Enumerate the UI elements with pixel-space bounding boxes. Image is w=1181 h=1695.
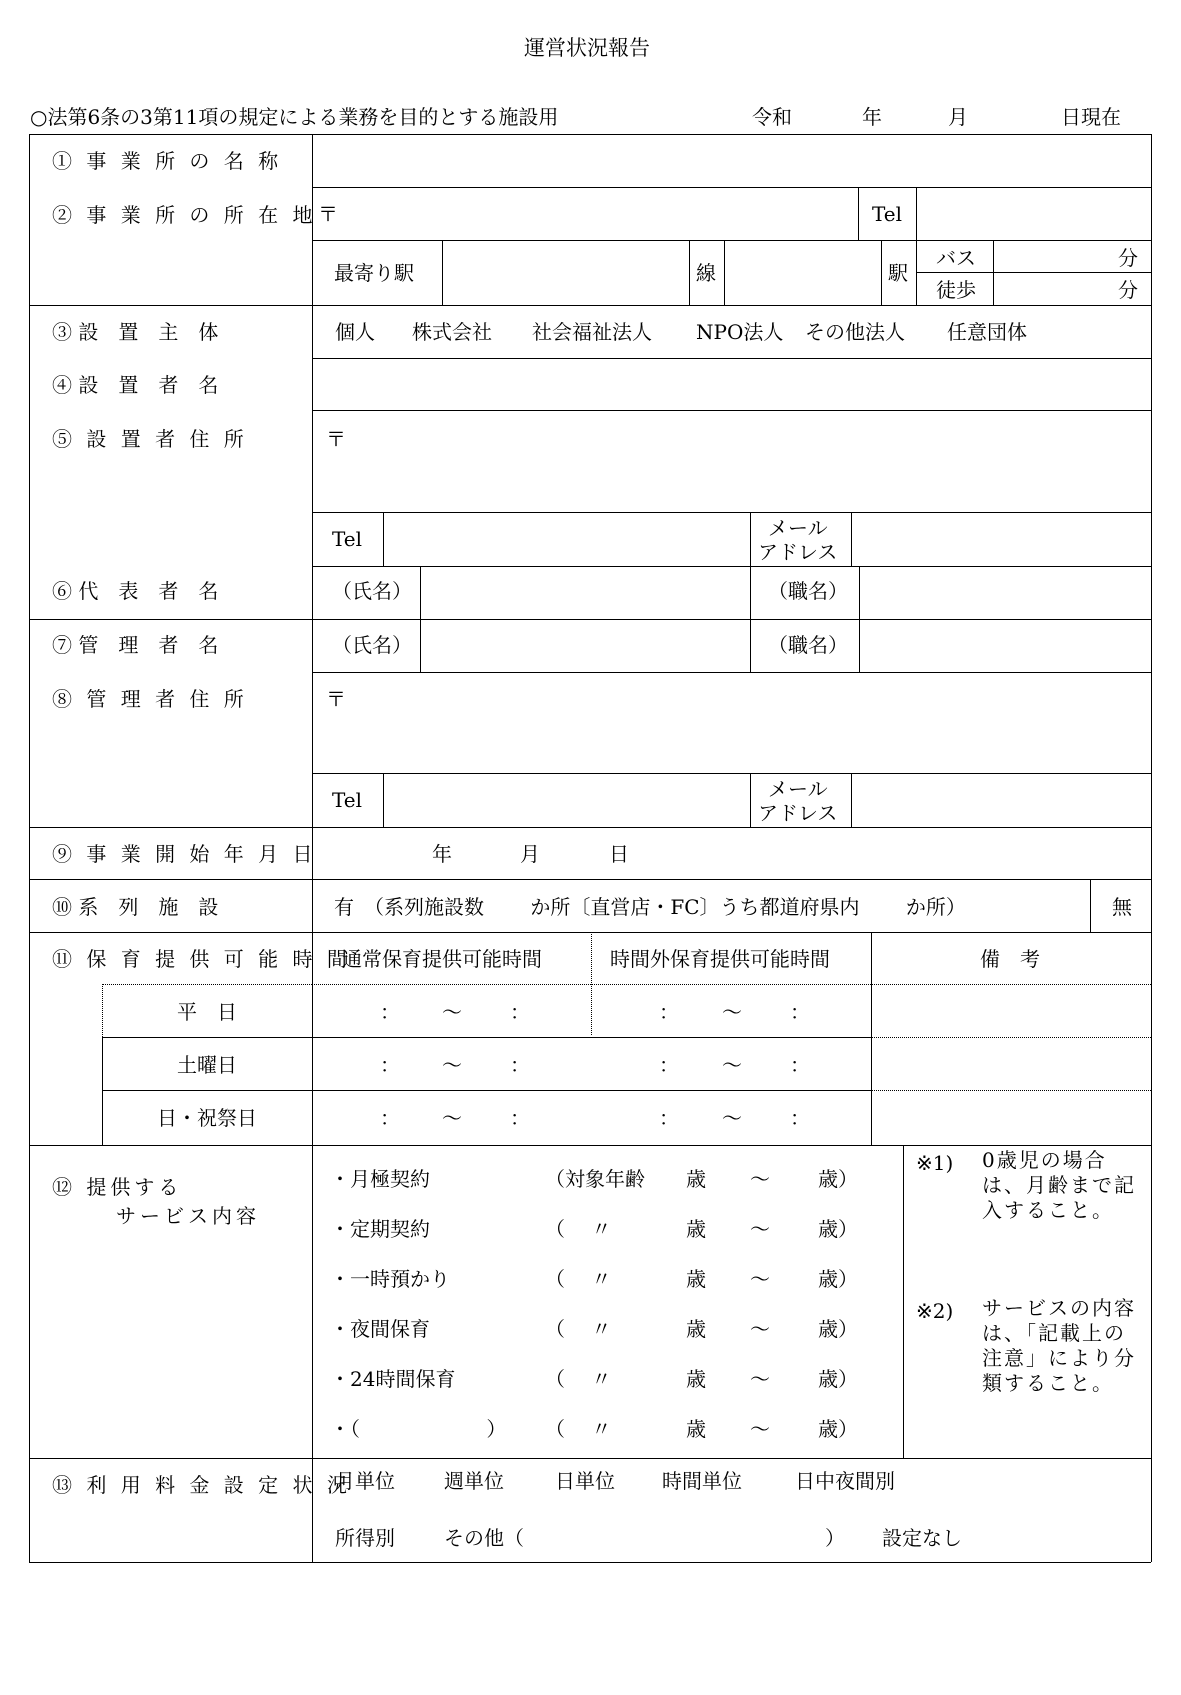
service-night: ・夜間保育 [330, 1317, 430, 1341]
tel-label: Tel [332, 527, 363, 551]
col-normal-hours: 通常保育提供可能時間 [342, 947, 542, 971]
divider [420, 619, 421, 672]
divider [102, 1037, 312, 1038]
row-5-label: ⑤ 設 置 者 住 所 [52, 427, 248, 451]
divider [312, 566, 1151, 567]
service-24h: ・24時間保育 [330, 1367, 456, 1391]
divider [312, 1037, 871, 1038]
service-age-end: 歳） [818, 1317, 858, 1341]
service-age: 歳 [686, 1167, 706, 1191]
col-remarks: 備 考 [980, 947, 1040, 971]
service-tilde: ～ [750, 1417, 770, 1441]
option-individual: 個人 [335, 320, 375, 344]
divider [29, 932, 1151, 933]
divider [871, 984, 872, 1037]
service-age-end: 歳） [818, 1267, 858, 1291]
service-target: （ 〃 [545, 1367, 612, 1391]
name-label: （氏名） [332, 579, 412, 603]
divider [29, 879, 1151, 880]
divider [383, 773, 384, 827]
divider [442, 240, 443, 305]
service-age: 歳 [686, 1367, 706, 1391]
service-age-end: 歳） [818, 1217, 858, 1241]
line-label: 線 [696, 261, 716, 285]
divider [881, 240, 882, 305]
divider [916, 187, 917, 240]
divider [871, 1037, 1151, 1038]
divider [858, 187, 859, 240]
note-2-mark: ※2) [916, 1299, 954, 1323]
divider [420, 566, 421, 619]
tel-label: Tel [872, 202, 903, 226]
service-target: （ 〃 [545, 1267, 612, 1291]
fee-none: 設定なし [882, 1526, 962, 1550]
row-7-label: ⑦ 管 理 者 名 [52, 633, 219, 657]
time-colon: ： [790, 1000, 810, 1024]
divider [916, 272, 1151, 273]
fee-day-night: 日中夜間別 [795, 1469, 895, 1493]
option-other-corp: その他法人 [805, 320, 905, 344]
bus-label: バス [936, 246, 976, 270]
service-temporary: ・一時預かり [330, 1267, 450, 1291]
divider [859, 619, 860, 672]
time-tilde: ～ [722, 1000, 742, 1024]
fee-weekly: 週単位 [444, 1469, 504, 1493]
service-target: （ 〃 [545, 1417, 612, 1441]
note-2-text: サービスの内容は、「記載上の注意」により分類すること。 [982, 1296, 1136, 1395]
address-label: アドレス [758, 540, 838, 564]
table-border-right [1151, 134, 1152, 1562]
service-age: 歳 [686, 1317, 706, 1341]
row-2-label: ② 事 業 所 の 所 在 地 [52, 203, 317, 227]
service-tilde: ～ [750, 1167, 770, 1191]
divider [750, 512, 751, 566]
fee-monthly: 月単位 [335, 1469, 395, 1493]
fee-hourly: 時間単位 [662, 1469, 742, 1493]
affiliated-facilities-text: 有 （系列施設数 か所〔直営店・FC〕うち都道府県内 か所） [334, 895, 966, 919]
divider [29, 1145, 1151, 1146]
bus-minutes-label: 分 [1118, 246, 1138, 270]
row-6-label: ⑥ 代 表 者 名 [52, 579, 219, 603]
divider [312, 358, 1151, 359]
divider [29, 827, 1151, 828]
divider [312, 410, 1151, 411]
divider [29, 1458, 1151, 1459]
service-tilde: ～ [750, 1367, 770, 1391]
divider [750, 773, 751, 827]
nearest-station-label: 最寄り駅 [334, 261, 414, 285]
service-regular: ・定期契約 [330, 1217, 430, 1241]
fee-income-based: 所得別 [335, 1526, 395, 1550]
page-title: 運営状況報告 [524, 36, 650, 60]
time-colon: ： [659, 1053, 679, 1077]
option-voluntary-group: 任意団体 [947, 320, 1027, 344]
start-year-label: 年 [432, 842, 452, 866]
divider [29, 305, 1151, 306]
fee-other-close: ） [825, 1526, 845, 1550]
mail-label: メール [768, 777, 828, 801]
divider [102, 1090, 312, 1091]
service-age-end: 歳） [818, 1167, 858, 1191]
note-1-mark: ※1) [916, 1151, 954, 1175]
col-extra-hours: 時間外保育提供可能時間 [610, 947, 830, 971]
time-colon: ： [659, 1106, 679, 1130]
service-target: （対象年齢 [545, 1167, 645, 1191]
date-era: 令和 [752, 105, 792, 129]
service-target: （ 〃 [545, 1217, 612, 1241]
divider [312, 187, 1151, 188]
date-day: 日現在 [1061, 105, 1121, 129]
row-3-label: ③ 設 置 主 体 [52, 320, 219, 344]
service-age: 歳 [686, 1217, 706, 1241]
row-8-label: ⑧ 管 理 者 住 所 [52, 687, 248, 711]
option-social-welfare: 社会福祉法人 [532, 320, 652, 344]
divider [312, 1090, 871, 1091]
note-1-text: 0歳児の場合は、月齢まで記入すること。 [982, 1148, 1136, 1222]
divider [312, 773, 1151, 774]
time-tilde: ～ [722, 1053, 742, 1077]
fee-daily: 日単位 [555, 1469, 615, 1493]
row-13-label: ⑬ 利 用 料 金 設 定 状 況 [52, 1473, 351, 1497]
time-colon: ： [510, 1053, 530, 1077]
time-colon: ： [659, 1000, 679, 1024]
row-1-label: ① 事 業 所 の 名 称 [52, 149, 283, 173]
time-tilde: ～ [442, 1053, 462, 1077]
walk-label: 徒歩 [936, 278, 976, 302]
divider [724, 240, 725, 305]
service-tilde: ～ [750, 1217, 770, 1241]
service-age-end: 歳） [818, 1367, 858, 1391]
time-tilde: ～ [442, 1106, 462, 1130]
divider [851, 512, 852, 566]
tel-label: Tel [332, 788, 363, 812]
mail-label: メール [768, 516, 828, 540]
row-9-label: ⑨ 事 業 開 始 年 月 日 [52, 842, 317, 866]
start-month-label: 月 [520, 842, 540, 866]
day-weekday: 平 日 [177, 1000, 237, 1024]
name-label: （氏名） [332, 633, 412, 657]
divider [312, 512, 1151, 513]
divider [750, 619, 751, 672]
service-target: （ 〃 [545, 1317, 612, 1341]
divider [871, 1090, 1151, 1091]
service-age-end: 歳） [818, 1417, 858, 1441]
time-colon: ： [380, 1000, 400, 1024]
divider [383, 512, 384, 566]
postal-mark: 〒 [326, 427, 346, 451]
divider [903, 1145, 904, 1458]
divider [1090, 879, 1091, 932]
time-colon: ： [380, 1106, 400, 1130]
time-colon: ： [790, 1106, 810, 1130]
fee-other: その他（ [444, 1526, 524, 1550]
option-corporation: 株式会社 [412, 320, 492, 344]
time-colon: ： [510, 1106, 530, 1130]
postal-mark: 〒 [326, 687, 346, 711]
service-other: ・（ ） [330, 1417, 507, 1441]
postal-mark: 〒 [318, 202, 338, 226]
table-border-top [29, 134, 1151, 135]
divider [689, 240, 690, 305]
date-month: 月 [948, 105, 968, 129]
time-colon: ： [510, 1000, 530, 1024]
service-age: 歳 [686, 1417, 706, 1441]
divider [859, 566, 860, 619]
time-colon: ： [790, 1053, 810, 1077]
position-label: （職名） [768, 633, 848, 657]
walk-minutes-label: 分 [1118, 278, 1138, 302]
affiliated-none: 無 [1112, 895, 1132, 919]
start-day-label: 日 [609, 842, 629, 866]
day-saturday: 土曜日 [177, 1053, 237, 1077]
service-age: 歳 [686, 1267, 706, 1291]
service-monthly: ・月極契約 [330, 1167, 430, 1191]
row-10-label: ⑩ 系 列 施 設 [52, 895, 219, 919]
divider [871, 932, 872, 1145]
row-4-label: ④ 設 置 者 名 [52, 373, 219, 397]
date-year: 年 [862, 105, 882, 129]
divider [312, 672, 1151, 673]
divider [312, 984, 1151, 985]
service-tilde: ～ [750, 1267, 770, 1291]
position-label: （職名） [768, 579, 848, 603]
time-colon: ： [380, 1053, 400, 1077]
service-tilde: ～ [750, 1317, 770, 1341]
table-border-bottom [29, 1562, 1151, 1563]
time-tilde: ～ [722, 1106, 742, 1130]
day-sunday-holiday: 日・祝祭日 [157, 1106, 257, 1130]
table-border-left [29, 134, 30, 1562]
divider [312, 240, 1151, 241]
time-tilde: ～ [442, 1000, 462, 1024]
divider [102, 984, 312, 985]
preamble-text: ○法第6条の3第11項の規定による業務を目的とする施設用 [30, 105, 559, 129]
divider [851, 773, 852, 827]
divider [750, 566, 751, 619]
option-npo: NPO法人 [696, 320, 784, 344]
row-11-label: ⑪ 保 育 提 供 可 能 時 間 [52, 947, 351, 971]
row-12-label-1: ⑫ 提供する [52, 1175, 183, 1199]
station-label: 駅 [888, 261, 908, 285]
row-12-label-2: サービス内容 [116, 1204, 260, 1228]
divider [29, 619, 1151, 620]
address-label: アドレス [758, 801, 838, 825]
